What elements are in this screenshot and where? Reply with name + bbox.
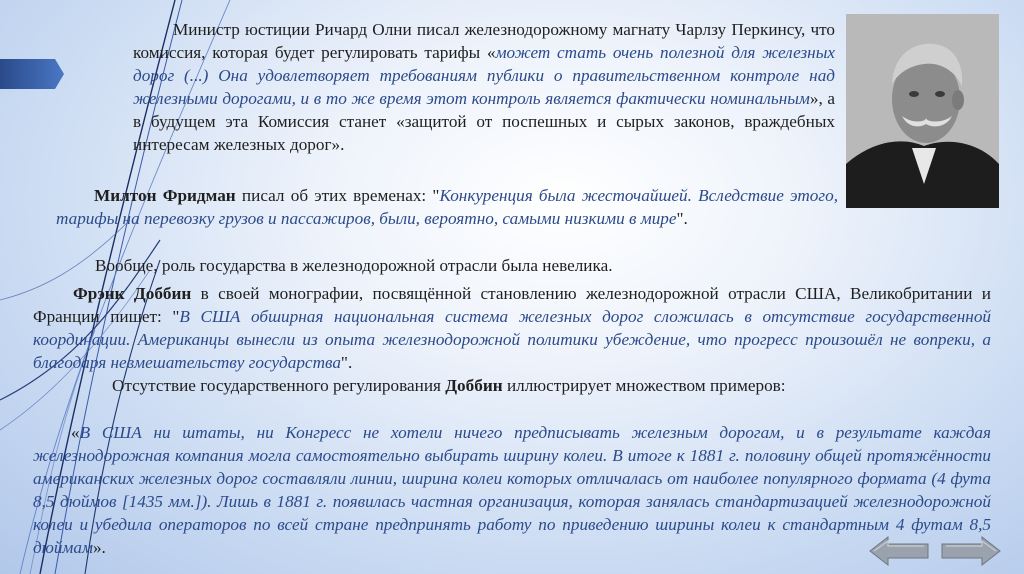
- quote-gauge: В США ни штаты, ни Конгресс не хотели ничего предписывать железным дорогам, и в результате каждая железнодорожная компания могла самостоятельно выбирать ширину колеи. В итоге к 1881 г. половину общей протяжённости американских железных дорог составляли линии, ширина колеи которых отличалась от наиболее популярного формата (4 фута 8,5 дюймов [1435 мм.]). Лишь в 1881 г. появилась частная организация, которая занялась стандартизацией железнодорожной колеи и убедила операторов по всей стране предпринять работу по приведению ширины колеи к стандартным 4 футам 8,5 дюймам: [33, 423, 991, 557]
- quote-open-mark: «: [71, 423, 80, 442]
- author-dobbin: Фрэнк Доббин: [73, 284, 192, 303]
- quote-close-mark: ».: [92, 538, 106, 557]
- slide-navigation: [868, 530, 1014, 574]
- quote-dobbin: В США обширная национальная система железных дорог сложилась в отсутствие государственной координации. Американцы вынесли из опыта железнодорожной политики убеждение, что прогресс произошёл не вопреки, а благодаря невмешательству государства: [33, 307, 992, 372]
- quote-friedman: Конкуренция была жесточайшей. Вследствие этого, тарифы на перевозку грузов и пассажиров, были, вероятно, самыми низкими в мире: [56, 186, 838, 228]
- portrait-image: [846, 14, 999, 208]
- portrait-photo: [846, 14, 999, 208]
- paragraph-olney-outro: », а в будущем эта Комиссия станет «защитой от поспешных и сырых законов, враждебных интересам железных дорог».: [133, 89, 835, 154]
- paragraph-dobbin-intro: в своей монографии, посвящённой становлению железнодорожной отрасли США, Великобритании и Франции пишет: ": [33, 284, 991, 326]
- paragraph-state-role: Вообще, роль государства в железнодорожной отрасли была невелика.: [95, 256, 613, 275]
- paragraph-examples-a: Отсутствие государственного регулирования: [112, 376, 446, 395]
- paragraph-friedman-outro: ".: [676, 209, 688, 228]
- right-arrow-icon[interactable]: [940, 534, 1002, 568]
- paragraph-examples-b: иллюстрирует множеством примеров:: [502, 376, 786, 395]
- paragraph-examples-intro: [112, 374, 972, 397]
- author-dobbin-2: Доббин: [445, 376, 503, 395]
- accent-arrow-tab: [0, 59, 64, 89]
- paragraph-friedman-intro: писал об этих временах: ": [235, 186, 440, 205]
- paragraph-dobbin-outro: ".: [340, 353, 353, 372]
- paragraph-olney: [133, 18, 835, 156]
- paragraph-friedman: [56, 184, 838, 230]
- author-friedman: Милтон Фридман: [94, 186, 236, 205]
- left-arrow-icon[interactable]: [868, 534, 930, 568]
- paragraph-dobbin: [33, 282, 991, 374]
- paragraph-gauge-quote: [33, 421, 991, 559]
- quote-olney: может стать очень полезной для железных дорог (...) Она удовлетворяет требованиям публики о правительственном контроле над железными дорогами, и в то же время этот контроль является фактически номинальным: [133, 43, 835, 108]
- paragraph-olney-intro: Министр юстиции Ричард Олни писал железнодорожному магнату Чарлзу Перкинсу, что комиссия, которая будет регулировать тарифы «: [133, 20, 835, 62]
